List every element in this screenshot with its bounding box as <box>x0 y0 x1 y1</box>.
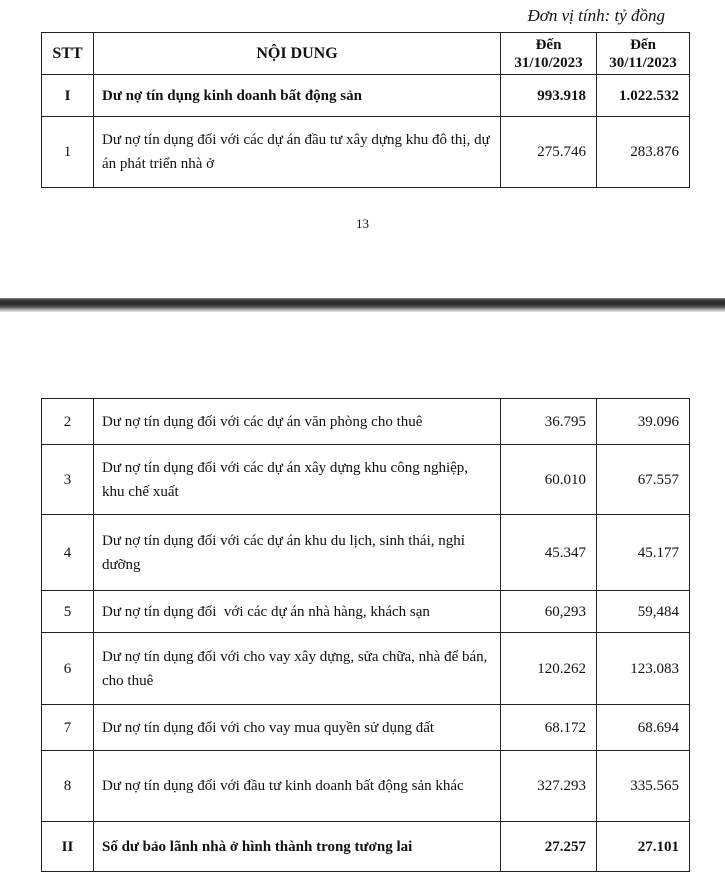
row-value-oct: 36.795 <box>501 399 597 445</box>
table-row <box>42 822 690 872</box>
row-value-oct: 68.172 <box>501 705 597 751</box>
row-value-oct: 60,293 <box>501 591 597 633</box>
header-col-oct-line2: 31/10/2023 <box>514 54 583 71</box>
row-stt: 5 <box>42 591 94 633</box>
table-header-row <box>42 33 690 75</box>
table-row <box>42 633 690 705</box>
page-number: 13 <box>356 216 369 231</box>
credit-table-top <box>41 32 690 188</box>
row-content: Dư nợ tín dụng đối với các dự án khu du lịch, sinh thái, nghỉ dưỡng <box>94 515 501 591</box>
row-content: Dư nợ tín dụng đối với các dự án văn phòng cho thuê <box>94 399 501 445</box>
row-value-nov: 39.096 <box>597 399 690 445</box>
table-row <box>42 445 690 515</box>
row-value-oct: 60.010 <box>501 445 597 515</box>
row-stt: I <box>42 75 94 117</box>
row-stt: 2 <box>42 399 94 445</box>
row-content: Dư nợ tín dụng đối với các dự án nhà hàng, khách sạn <box>94 591 501 633</box>
row-stt: II <box>42 822 94 872</box>
header-col-nov <box>597 33 690 75</box>
row-value-nov: 283.876 <box>597 117 690 188</box>
row-content: Số dư bảo lãnh nhà ở hình thành trong tương lai <box>94 822 501 872</box>
row-value-oct: 120.262 <box>501 633 597 705</box>
unit-label: Đơn vị tính: tỷ đồng <box>527 6 665 25</box>
table-row <box>42 751 690 822</box>
row-stt: 1 <box>42 117 94 188</box>
table-row <box>42 591 690 633</box>
row-value-nov: 59,484 <box>597 591 690 633</box>
row-value-nov: 45.177 <box>597 515 690 591</box>
table-row <box>42 515 690 591</box>
header-col-nov-line1: Đến <box>630 36 656 53</box>
row-stt: 7 <box>42 705 94 751</box>
page-divider <box>0 298 725 312</box>
row-value-nov: 27.101 <box>597 822 690 872</box>
row-content: Dư nợ tín dụng đối với các dự án đầu tư xây dựng khu đô thị, dự án phát triển nhà ở <box>94 117 501 188</box>
row-stt: 8 <box>42 751 94 822</box>
row-content: Dư nợ tín dụng kinh doanh bất động sản <box>94 75 501 117</box>
row-content: Dư nợ tín dụng đối với các dự án xây dựng khu công nghiệp, khu chế xuất <box>94 445 501 515</box>
row-value-oct: 275.746 <box>501 117 597 188</box>
table-row <box>42 399 690 445</box>
row-content: Dư nợ tín dụng đối với cho vay mua quyền sử dụng đất <box>94 705 501 751</box>
row-value-nov: 67.557 <box>597 445 690 515</box>
row-content: Dư nợ tín dụng đối với đầu tư kinh doanh bất động sản khác <box>94 751 501 822</box>
row-content: Dư nợ tín dụng đối với cho vay xây dựng, sửa chữa, nhà để bán, cho thuê <box>94 633 501 705</box>
row-value-oct: 45.347 <box>501 515 597 591</box>
header-content: NỘI DUNG <box>94 33 501 75</box>
row-value-oct: 27.257 <box>501 822 597 872</box>
table-row <box>42 705 690 751</box>
row-value-nov: 68.694 <box>597 705 690 751</box>
header-stt: STT <box>42 33 94 75</box>
row-stt: 3 <box>42 445 94 515</box>
row-value-nov: 123.083 <box>597 633 690 705</box>
table-row <box>42 75 690 117</box>
row-value-oct: 993.918 <box>501 75 597 117</box>
row-value-nov: 335.565 <box>597 751 690 822</box>
row-stt: 4 <box>42 515 94 591</box>
credit-table-bottom <box>41 398 690 872</box>
header-col-oct <box>501 33 597 75</box>
header-col-nov-line2: 30/11/2023 <box>609 54 677 71</box>
table-row <box>42 117 690 188</box>
row-stt: 6 <box>42 633 94 705</box>
row-value-nov: 1.022.532 <box>597 75 690 117</box>
header-col-oct-line1: Đến <box>535 36 562 53</box>
row-value-oct: 327.293 <box>501 751 597 822</box>
